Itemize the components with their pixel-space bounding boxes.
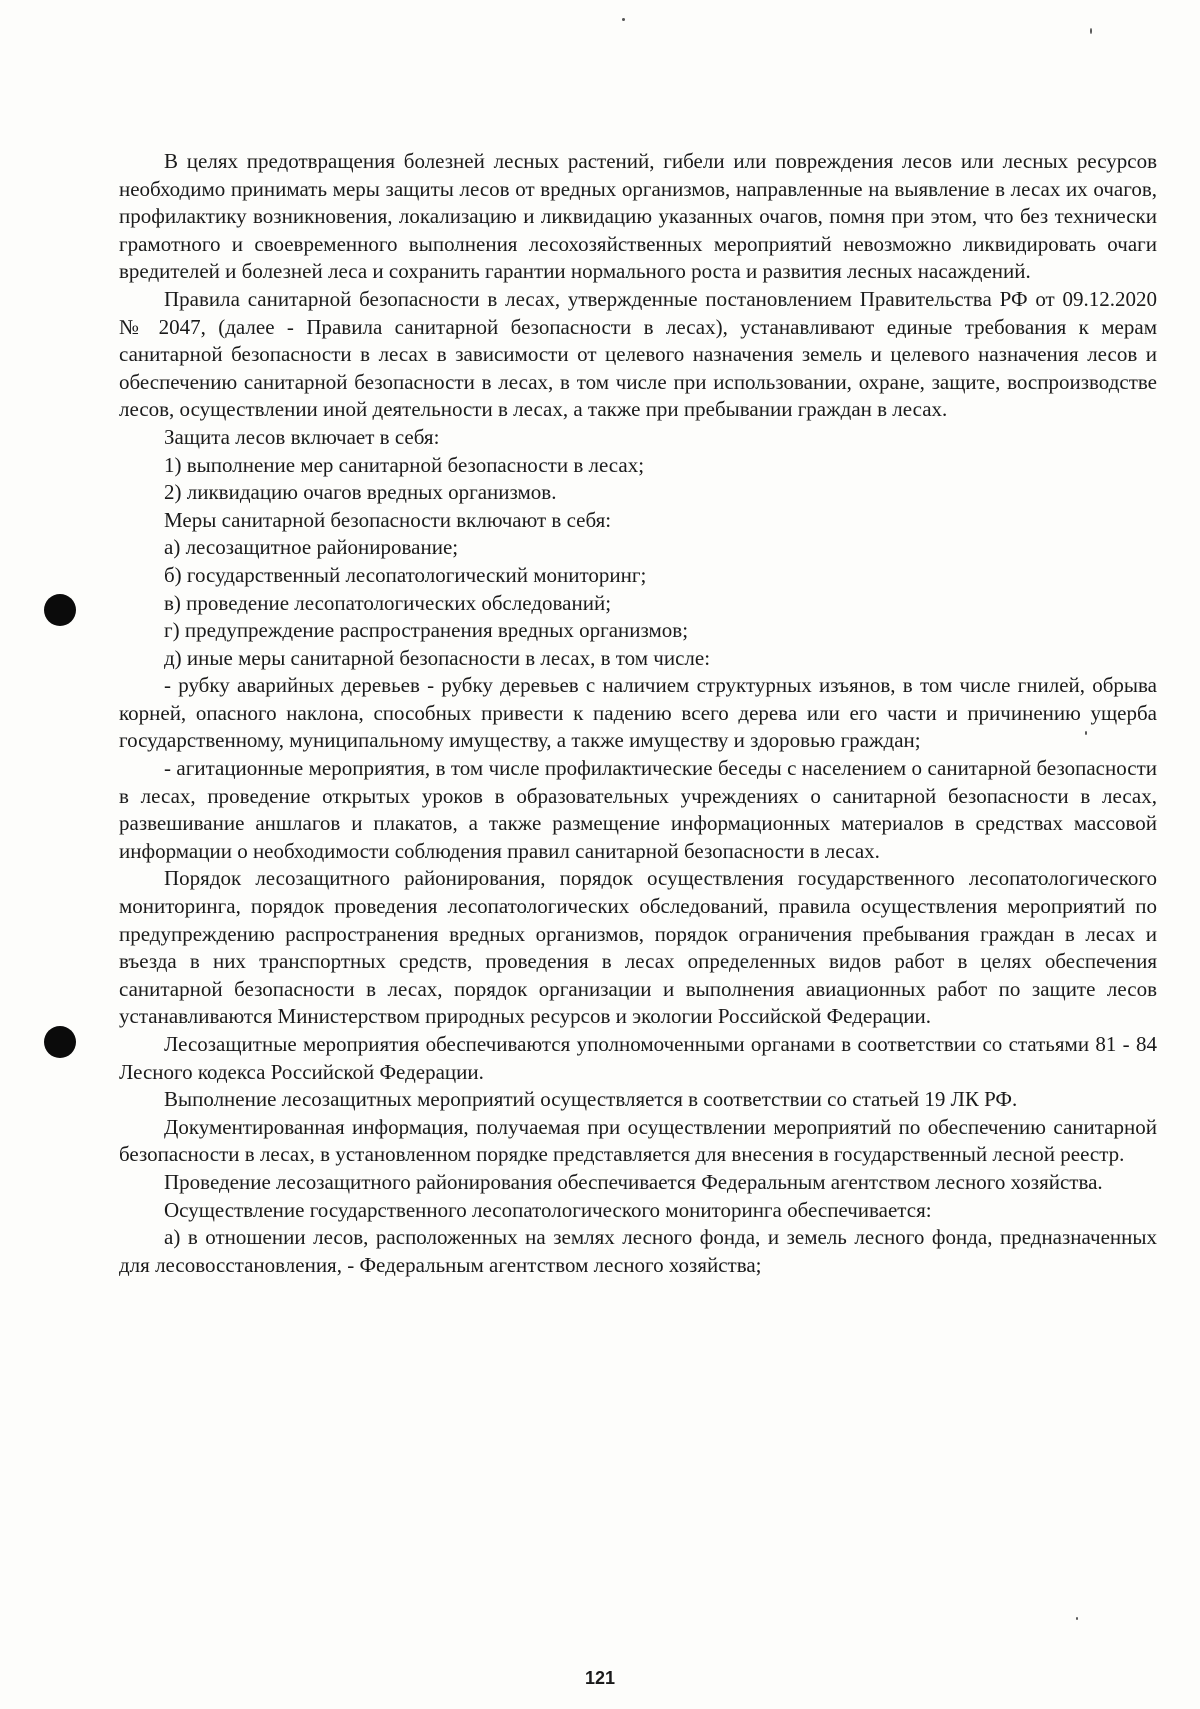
document-body [119,148,1157,1279]
page-number: 121 [584,1668,616,1688]
body-paragraph: Порядок лесозащитного районирования, порядок осуществления государственного лесопатологического мониторинга, порядок проведения лесопатологических обследований, правила осуществления мероприятий по предупреждению распространения вредных организмов, порядок ограничения пребывания граждан в лесах и въезда в них транспортных средств, проведения в лесах определенных видов работ в целях обеспечения санитарной безопасности в лесах, порядок организации и выполнения авиационных работ по защите лесов устанавливаются Министерством природных ресурсов и экологии Российской Федерации. [119,866,1157,1029]
scan-speck [1090,28,1092,34]
body-paragraph: Документированная информация, получаемая при осуществлении мероприятий по обеспечению санитарной безопасности в лесах, в установленном порядке представляется для внесения в государственный лесной реестр. [119,1114,1157,1167]
list-item: в) проведение лесопатологических обследований; [164,590,612,615]
list-item: а) в отношении лесов, расположенных на землях лесного фонда, и земель лесного фонда, предназначенных для лесовосстановления, - Федеральным агентством лесного хозяйства; [119,1225,1157,1277]
body-paragraph: Выполнение лесозащитных мероприятий осуществляется в соответствии со статьей 19 ЛК РФ. [164,1087,1018,1112]
dash-list-item: - агитационные мероприятия, в том числе профилактические беседы с населением о санитарной безопасности в лесах, проведение открытых уроков в образовательных учреждениях о санитарной безопасности в лесах, развешивание аншлагов и плакатов, а также размещение информационных материалов в средствах массовой информации о необходимости соблюдения правил санитарной безопасности в лесах. [119,756,1157,863]
scan-speck [1076,1617,1078,1620]
body-paragraph: Проведение лесозащитного районирования обеспечивается Федеральным агентством лесного хозяйства. [164,1169,1103,1194]
body-paragraph: Меры санитарной безопасности включают в себя: [164,507,612,532]
list-item: г) предупреждение распространения вредных организмов; [164,618,689,643]
body-paragraph: Защита лесов включает в себя: [164,424,440,449]
punch-hole-mark [44,1026,76,1058]
list-item: а) лесозащитное районирование; [164,535,459,560]
list-item: б) государственный лесопатологический мониторинг; [164,562,647,587]
body-paragraph: Осуществление государственного лесопатологического мониторинга обеспечивается: [164,1197,932,1222]
body-paragraph: Лесозащитные мероприятия обеспечиваются уполномоченными органами в соответствии со статьями 81 - 84 Лесного кодекса Российской Федерации. [119,1032,1157,1084]
list-item: 1) выполнение мер санитарной безопасности в лесах; [164,452,645,477]
list-item: д) иные меры санитарной безопасности в лесах, в том числе: [164,645,711,670]
body-paragraph: Правила санитарной безопасности в лесах, утвержденные постановлением Правительства РФ от 09.12.2020 № 2047, (далее - Правила санитарной безопасности в лесах), устанавливают единые требования к мерам санитарной безопасности в лесах в зависимости от целевого назначения земель и целевого назначения лесов и обеспечению санитарной безопасности в лесах, в том числе при использовании, охране, защите, воспроизводстве лесов, осуществлении иной деятельности в лесах, а также при пребывании граждан в лесах. [119,286,1157,422]
dash-list-item: - рубку аварийных деревьев - рубку деревьев с наличием структурных изъянов, в том числе гнилей, обрыва корней, опасного наклона, способных привести к падению всего дерева или его части и причинению ущерба государственному, муниципальному имуществу, а также имуществу и здоровью граждан; [119,673,1157,753]
punch-hole-mark [44,594,76,626]
scan-speck [622,18,625,21]
list-item: 2) ликвидацию очагов вредных организмов. [164,480,557,505]
body-paragraph: В целях предотвращения болезней лесных растений, гибели или повреждения лесов или лесных ресурсов необходимо принимать меры защиты лесов от вредных организмов, направленные на выявление в лесах их очагов, профилактику возникновения, локализацию и ликвидацию указанных очагов, помня при этом, что без технически грамотного и своевременного выполнения лесохозяйственных мероприятий невозможно ликвидировать очаги вредителей и болезней леса и сохранить гарантии нормального роста и развития лесных насаждений. [119,149,1157,284]
